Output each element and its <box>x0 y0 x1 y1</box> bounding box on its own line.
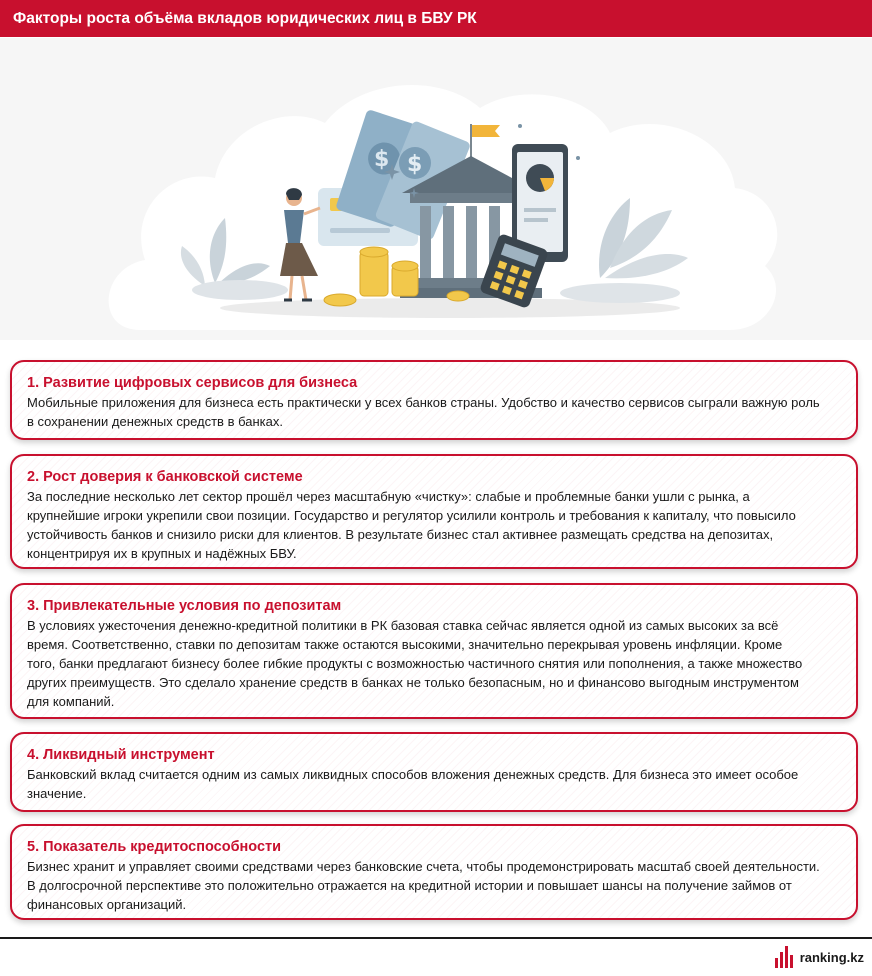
factor-card-2 <box>10 454 858 569</box>
factor-line: крупнейшие игроки укрепили свои позиции. Государство и регулятор усилили контроль и требования к капиталу, что повысило <box>27 508 796 523</box>
factor-line: В долгосрочной перспективе это положительно отражается на кредитной истории и повышает шансы на получение займов от <box>27 878 792 893</box>
factor-line: того, банки предлагают бизнесу более гибкие продукты с возможностью частичного снятия или пополнения, а также множество <box>27 656 803 671</box>
factor-line: Мобильные приложения для бизнеса есть практически у всех банков страны. Удобство и качество сервисов сыграли важную роль <box>27 395 820 410</box>
factor-title: 4. Ликвидный инструмент <box>27 747 215 763</box>
factor-title: 5. Показатель кредитоспособности <box>27 839 282 855</box>
hero-illustration <box>0 38 872 340</box>
factor-text <box>27 857 842 914</box>
factor-title: 2. Рост доверия к банковской системе <box>27 469 303 485</box>
svg-text:$: $ <box>407 152 423 177</box>
factor-line: Бизнес хранит и управляет своими средствами через банковские счета, чтобы продемонстрировать масштаб своей деятельности. <box>27 859 820 874</box>
factor-title: 1. Развитие цифровых сервисов для бизнеса <box>27 375 358 391</box>
logo-text: ranking.kz <box>799 949 864 965</box>
factor-text <box>27 765 842 803</box>
svg-text:$: $ <box>374 147 390 172</box>
factor-line: устойчивость банков и снизило риски для клиентов. В результате бизнес стал активнее размещать средства на депозитах, <box>27 527 774 542</box>
factor-text <box>27 487 842 563</box>
illustration-svg <box>0 38 872 340</box>
factor-line: для компаний. <box>27 694 115 709</box>
factor-card-1 <box>10 360 858 440</box>
bar-logo-icon <box>775 946 795 968</box>
factor-line: других преимуществ. Это сделало хранение средств в банках не только безопасным, но и финансово выгодным инструментом <box>27 675 799 690</box>
factor-title: 3. Привлекательные условия по депозитам <box>27 598 342 614</box>
page-title: Факторы роста объёма вкладов юридических лиц в БВУ РК <box>13 10 477 27</box>
ranking-logo[interactable] <box>775 944 864 970</box>
factor-line: За последние несколько лет сектор прошёл через масштабную «чистку»: слабые и проблемные банки ушли с рынка, а <box>27 489 750 504</box>
factor-card-4 <box>10 732 858 812</box>
page-header <box>0 0 872 37</box>
factor-line: концентрируя их в крупных и надёжных БВУ. <box>27 546 297 561</box>
factor-card-5 <box>10 824 858 920</box>
factor-text <box>27 616 842 711</box>
factor-line: значение. <box>27 786 87 801</box>
footer-divider <box>0 937 872 939</box>
factor-card-3 <box>10 583 858 719</box>
factor-text <box>27 393 842 431</box>
factor-line: время. Соответственно, ставки по депозитам также остаются высокими, значительно перекрывая уровень инфляции. Кроме <box>27 637 783 652</box>
factor-line: В условиях ужесточения денежно-кредитной политики в РК базовая ставка сейчас является одной из самых высоких за всё <box>27 618 779 633</box>
factor-line: в сохранении денежных средств в банках. <box>27 414 283 429</box>
factor-line: финансовых организаций. <box>27 897 187 912</box>
factor-line: Банковский вклад считается одним из самых ликвидных способов вложения денежных средств. Для бизнеса это имеет особое <box>27 767 799 782</box>
